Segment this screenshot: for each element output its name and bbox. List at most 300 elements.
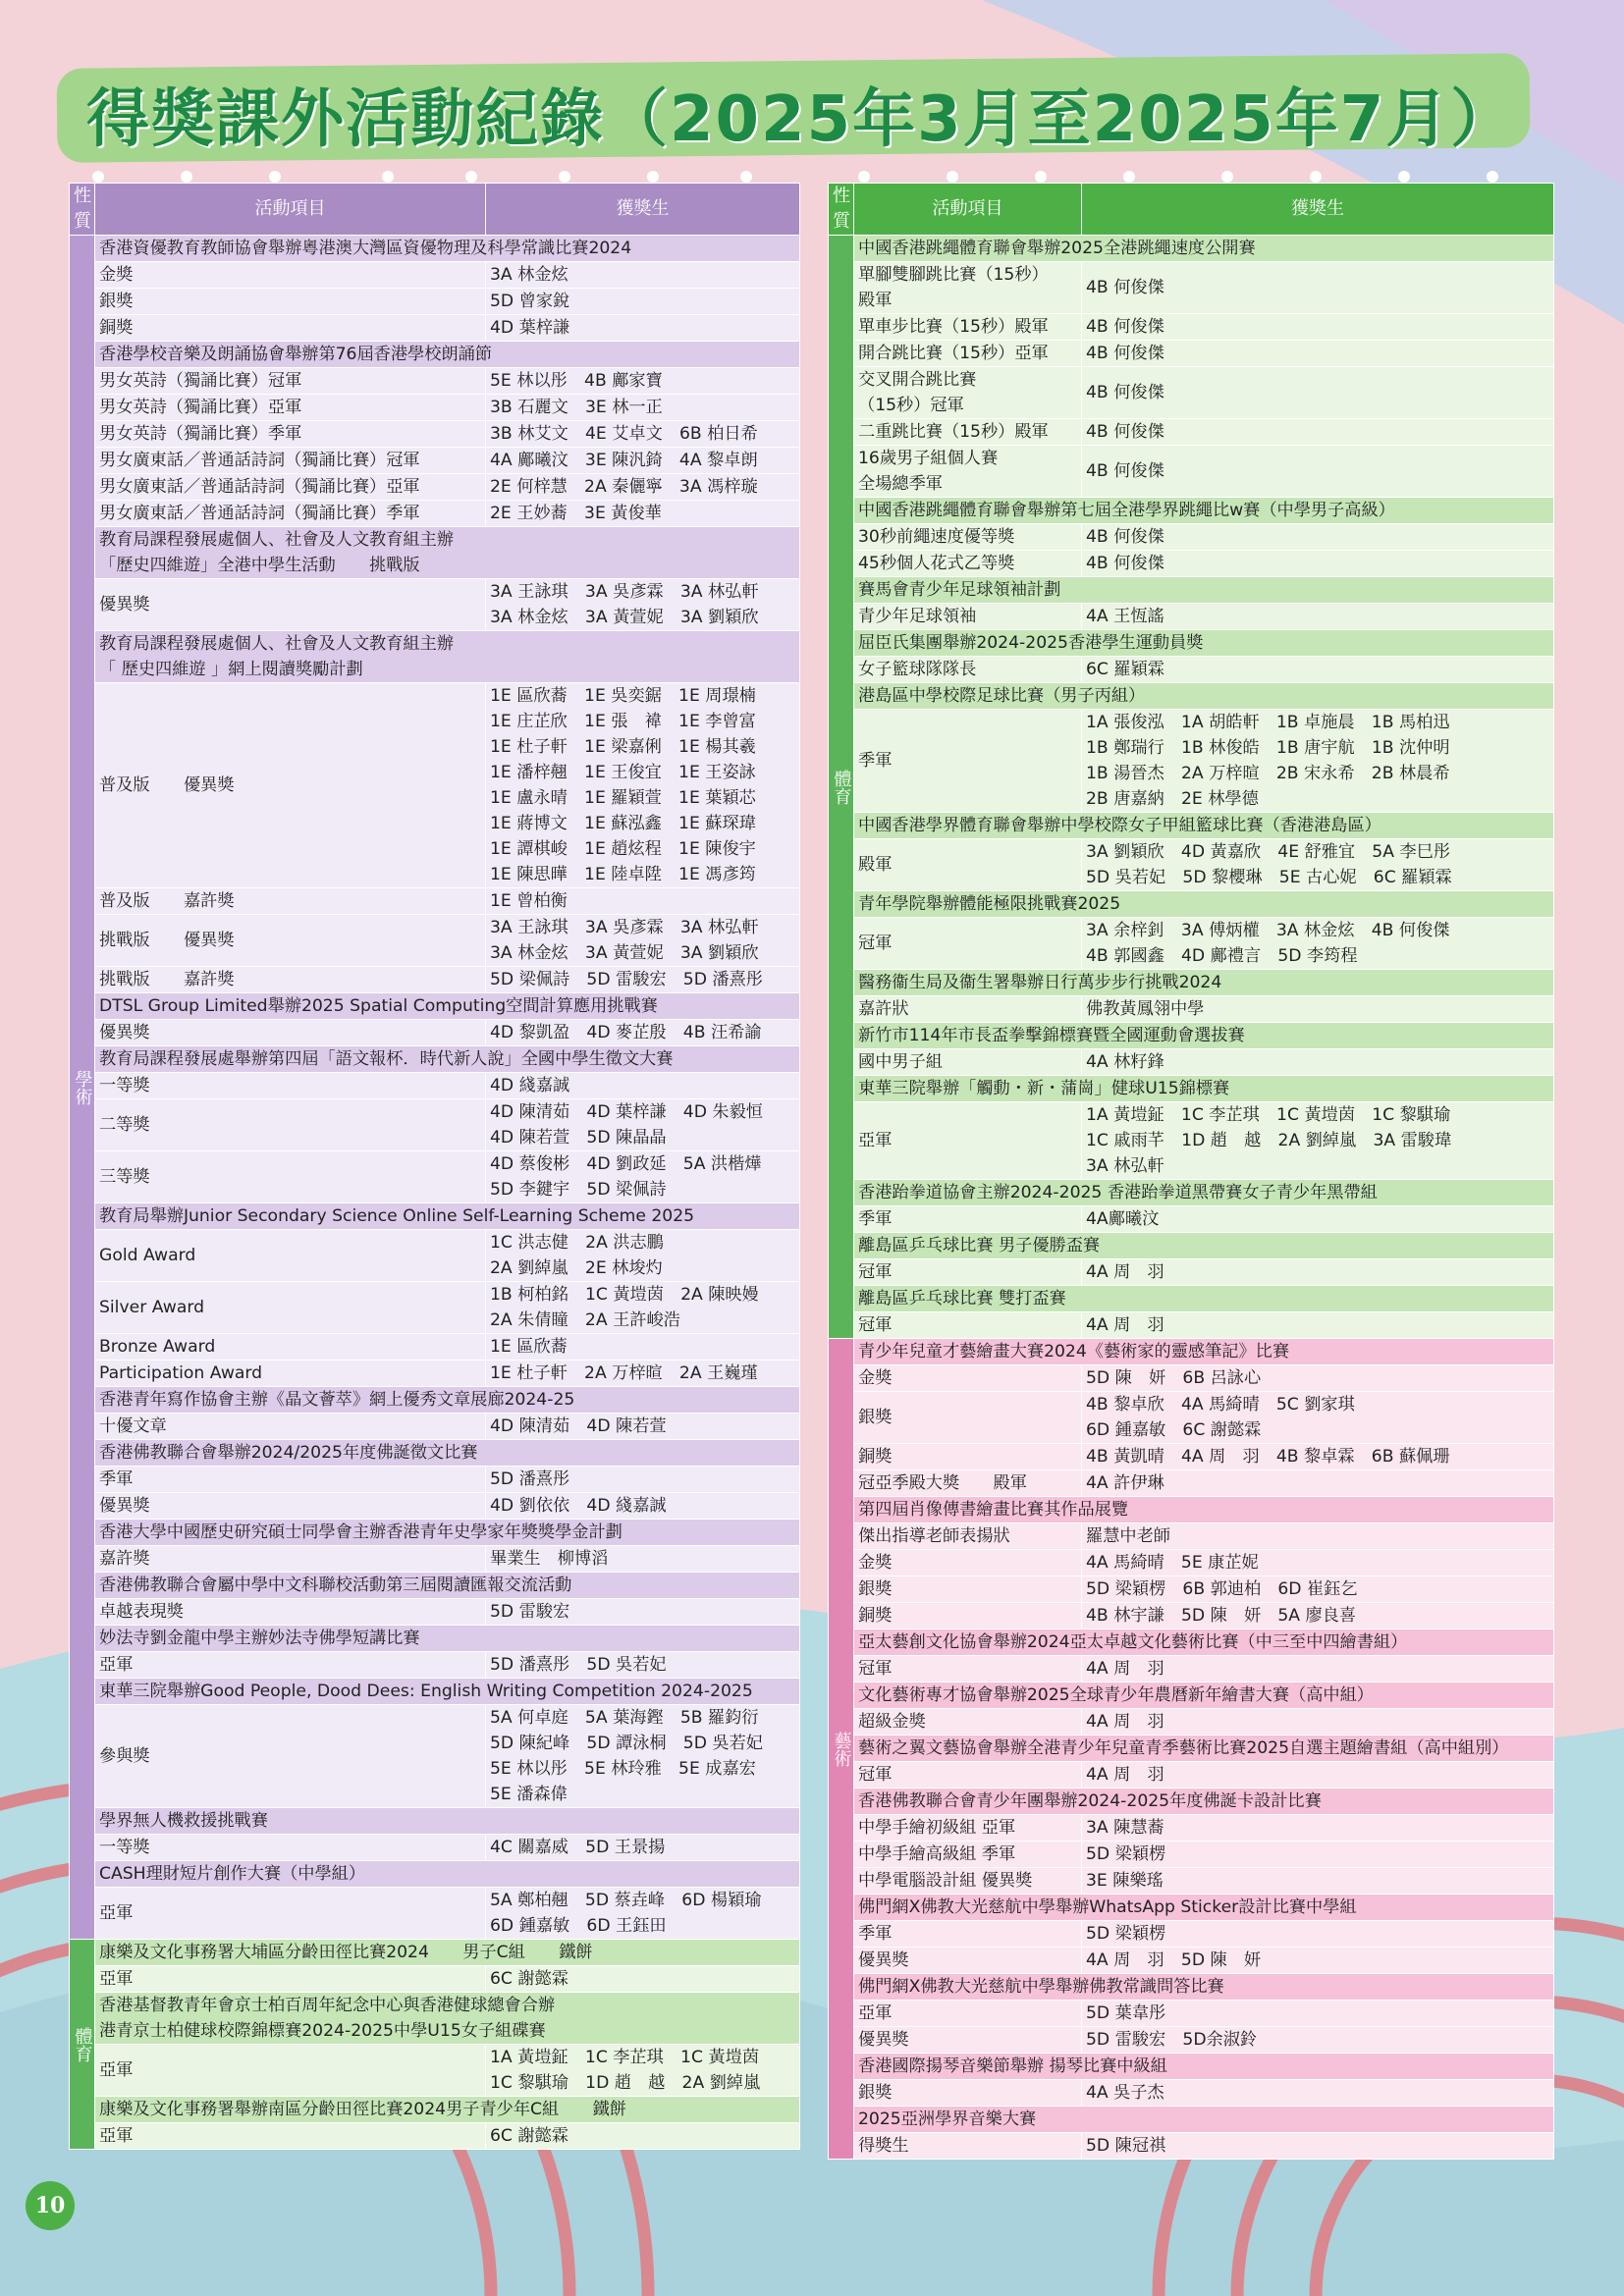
award-winners: 1E 區欣蕎 1E 吳奕鋸 1E 周璟楠 1E 庄芷欣 1E 張 褘 1E 李曾富 1E 杜子軒 1E 梁嘉俐 1E 楊其羲 1E 潘梓翹 1E 王俊宜 1E 王姿詠 1E 盧永晴 1E 羅穎萱 1E 葉穎芯 1E 蔣博文 1E 蘇泓鑫 1E 蘇琛瑋 1E 譚棋峻 1E 趙炫程 1E 陳俊宇 1E 陳思曄 1E 陸卓陞 1E 馮彥筠	[486, 683, 800, 888]
award-row	[829, 1392, 1554, 1444]
group-header-row	[829, 1339, 1554, 1365]
award-row	[829, 1550, 1554, 1576]
group-header-row	[829, 1180, 1554, 1206]
group-title: 新竹市114年市長盃拳擊錦標賽暨全國運動會選拔賽	[854, 1023, 1554, 1049]
group-title: 學界無人機救援挑戰賽	[95, 1808, 800, 1835]
award-item: 女子籃球隊隊長	[854, 657, 1082, 683]
award-row	[829, 1523, 1554, 1550]
group-header-row	[70, 1940, 800, 1966]
award-item: 一等獎	[95, 1835, 486, 1861]
header-activity: 活動項目	[95, 184, 486, 236]
award-winners: 4D 蔡俊彬 4D 劉政延 5A 洪楷燁 5D 李鍵宇 5D 梁佩詩	[486, 1151, 800, 1203]
group-title: 中國香港學界體育聯會舉辦中學校際女子甲組籃球比賽（香港港島區）	[854, 813, 1554, 839]
award-item: 銅獎	[854, 1444, 1082, 1470]
award-row	[829, 262, 1554, 314]
award-row	[829, 1656, 1554, 1682]
group-title: 中國香港跳繩體育聯會舉辦2025全港跳繩速度公開賽	[854, 236, 1554, 262]
group-title: 教育局課程發展處個人、社會及人文教育組主辦 「 歷史四維遊 」網上閱讀獎勵計劃	[95, 631, 800, 683]
group-header-row	[829, 1789, 1554, 1815]
award-item: 嘉許狀	[854, 996, 1082, 1023]
award-item: Silver Award	[95, 1282, 486, 1334]
award-winners: 4B 黎卓欣 4A 馬綺晴 5C 劉家琪 6D 鍾嘉敏 6C 謝懿霖	[1082, 1392, 1554, 1444]
group-title: 中國香港跳繩體育聯會舉辦第七屆全港學界跳繩比w賽（中學男子高級）	[854, 498, 1554, 524]
award-winners: 4B 何俊傑	[1082, 419, 1554, 446]
award-row	[70, 289, 800, 315]
award-row	[70, 448, 800, 474]
award-item: 優異獎	[854, 2027, 1082, 2054]
group-title: CASH理財短片創作大賽（中學組）	[95, 1861, 800, 1888]
award-winners: 5D 潘熹彤	[486, 1467, 800, 1493]
award-winners: 1E 區欣蕎	[486, 1334, 800, 1361]
award-winners: 4A 鄺曦汶 3E 陳汎錡 4A 黎卓朗	[486, 448, 800, 474]
group-header-row	[70, 1626, 800, 1652]
section-label: 體育	[831, 769, 852, 805]
award-row	[70, 1230, 800, 1282]
award-item: 青少年足球領袖	[854, 604, 1082, 630]
award-item: 卓越表現獎	[95, 1599, 486, 1626]
award-item: 45秒個人花式乙等獎	[854, 551, 1082, 577]
group-title: 離島區乒乓球比賽 雙打盃賽	[854, 1286, 1554, 1312]
award-winners: 4B 黃凱晴 4A 周 羽 4B 黎卓霖 6B 蘇佩珊	[1082, 1444, 1554, 1470]
award-row	[829, 446, 1554, 498]
award-item: 銅獎	[854, 1603, 1082, 1629]
award-row	[70, 1334, 800, 1361]
award-row	[70, 888, 800, 915]
award-winners: 4B 林宇謙 5D 陳 妍 5A 廖良喜	[1082, 1603, 1554, 1629]
award-row	[70, 1888, 800, 1940]
group-header-row	[829, 1682, 1554, 1709]
award-row	[829, 314, 1554, 341]
group-title: 賽馬會青少年足球領袖計劃	[854, 577, 1554, 604]
award-row	[829, 1948, 1554, 1974]
group-header-row	[829, 2107, 1554, 2133]
award-row	[829, 1049, 1554, 1076]
award-row	[70, 395, 800, 421]
award-item: 銀獎	[854, 1392, 1082, 1444]
group-header-row	[70, 1861, 800, 1888]
group-header-row	[829, 683, 1554, 710]
group-title: 香港資優教育教師協會舉辦粵港澳大灣區資優物理及科學常識比賽2024	[95, 236, 800, 262]
group-header-row	[70, 1808, 800, 1835]
group-header-row	[829, 1233, 1554, 1259]
award-item: 優異獎	[95, 1020, 486, 1046]
award-winners: 5D 梁穎楞 6B 郭迪柏 6D 崔鈺乞	[1082, 1576, 1554, 1603]
award-row	[70, 683, 800, 888]
award-winners: 4D 葉梓謙	[486, 315, 800, 342]
award-winners: 1A 張俊泓 1A 胡皓軒 1B 卓施晨 1B 馬柏迅 1B 鄭瑞行 1B 林俊皓 1B 唐宇航 1B 沈仲明 1B 湯晉杰 2A 万梓暄 2B 宋永希 2B 林晨希 2B 唐嘉納 2E 林學德	[1082, 710, 1554, 813]
group-header-row	[829, 891, 1554, 918]
award-row	[70, 474, 800, 501]
group-header-row	[829, 1974, 1554, 2001]
group-title: 香港基督教青年會京士柏百周年紀念中心與香港健球總會合辦 港青京士柏健球校際錦標賽2024-2025中學U15女子組碟賽	[95, 1993, 800, 2045]
group-header-row	[70, 1573, 800, 1599]
award-winners: 4A 馬綺晴 5E 康芷妮	[1082, 1550, 1554, 1576]
group-header-row	[829, 970, 1554, 996]
award-item: 男女英詩（獨誦比賽）冠軍	[95, 368, 486, 395]
award-row	[70, 1467, 800, 1493]
section-label: 體育	[72, 2026, 93, 2062]
group-title: 青年學院舉辦體能極限挑戰賽2025	[854, 891, 1554, 918]
award-winners: 5D 梁佩詩 5D 雷駿宏 5D 潘熹彤	[486, 967, 800, 993]
award-item: 優異獎	[854, 1948, 1082, 1974]
award-row	[70, 967, 800, 993]
award-winners: 1A 黃塏鉦 1C 李芷琪 1C 黃塏茵 1C 黎騏瑜 1C 戚雨芊 1D 趙 越 2A 劉綽嵐 3A 雷駿瑋 3A 林弘軒	[1082, 1102, 1554, 1180]
header-winner: 獲獎生	[1082, 184, 1554, 236]
award-row	[829, 524, 1554, 551]
award-row	[70, 915, 800, 967]
award-winners: 4B 何俊傑	[1082, 262, 1554, 314]
group-title: 亞太藝創文化協會舉辦2024亞太卓越文化藝術比賽（中三至中四繪書組）	[854, 1629, 1554, 1656]
group-title: 藝術之翼文藝協會舉辦全港青少年兒童青季藝術比賽2025自選主題繪書組（高中組別）	[854, 1735, 1554, 1762]
award-item: 嘉許獎	[95, 1546, 486, 1573]
award-row	[829, 551, 1554, 577]
award-winners: 4D 黎凱盈 4D 麥芷殷 4B 汪希諭	[486, 1020, 800, 1046]
award-item: 中學電腦設計組 優異獎	[854, 1868, 1082, 1895]
group-header-row	[70, 236, 800, 262]
group-title: 港島區中學校際足球比賽（男子丙組）	[854, 683, 1554, 710]
award-winners: 5D 陳冠祺	[1082, 2133, 1554, 2160]
group-header-row	[70, 1520, 800, 1546]
group-title: 香港大學中國歷史研究碩士同學會主辦香港青年史學家年獎獎學金計劃	[95, 1520, 800, 1546]
award-row	[70, 1546, 800, 1573]
award-item: 超級金獎	[854, 1709, 1082, 1735]
group-header-row	[70, 527, 800, 579]
award-winners: 1A 黃塏鉦 1C 李芷琪 1C 黃塏茵 1C 黎騏瑜 1D 趙 越 2A 劉綽嵐	[486, 2045, 800, 2097]
award-row	[70, 1652, 800, 1679]
award-item: 優異獎	[95, 1493, 486, 1520]
award-row	[70, 1099, 800, 1151]
group-title: 香港學校音樂及朗誦協會舉辦第76屆香港學校朗誦節	[95, 342, 800, 368]
group-header-row	[70, 2097, 800, 2123]
award-row	[829, 2133, 1554, 2160]
award-item: 金獎	[854, 1550, 1082, 1576]
group-header-row	[70, 1203, 800, 1230]
award-winners: 佛教黃鳳翎中學	[1082, 996, 1554, 1023]
section-label: 藝術	[831, 1731, 852, 1767]
group-header-row	[829, 236, 1554, 262]
award-item: 冠軍	[854, 1259, 1082, 1286]
award-row	[829, 1603, 1554, 1629]
award-winners: 4B 何俊傑	[1082, 446, 1554, 498]
award-winners: 4A 周 羽	[1082, 1259, 1554, 1286]
award-row	[70, 1282, 800, 1334]
award-item: 冠軍	[854, 1656, 1082, 1682]
group-header-row	[829, 1286, 1554, 1312]
award-row	[70, 262, 800, 289]
award-row	[829, 1259, 1554, 1286]
group-header-row	[70, 631, 800, 683]
group-header-row	[829, 1023, 1554, 1049]
award-row	[829, 1842, 1554, 1868]
award-winners: 1B 柯柏銘 1C 黃塏茵 2A 陳映嫚 2A 朱倩瞳 2A 王許峻浩	[486, 1282, 800, 1334]
award-item: 金獎	[854, 1365, 1082, 1392]
award-row	[70, 1020, 800, 1046]
award-item: 得獎生	[854, 2133, 1082, 2160]
award-winners: 3A 劉穎欣 4D 黃嘉欣 4E 舒雅宜 5A 李巳彤 5D 吳若妃 5D 黎櫻琳 5E 古心妮 6C 羅穎霖	[1082, 839, 1554, 891]
award-winners: 3A 王詠琪 3A 吳彥霖 3A 林弘軒 3A 林金炫 3A 黃萱妮 3A 劉穎欣	[486, 915, 800, 967]
award-winners: 4B 何俊傑	[1082, 367, 1554, 419]
award-row	[829, 1815, 1554, 1842]
award-item: 季軍	[95, 1467, 486, 1493]
group-title: 香港跆拳道協會主辦2024-2025 香港跆拳道黑帶賽女子青少年黑帶組	[854, 1180, 1554, 1206]
award-item: 冠軍	[854, 1762, 1082, 1789]
group-header-row	[70, 1046, 800, 1073]
award-item: 優異獎	[95, 579, 486, 631]
group-header-row	[829, 577, 1554, 604]
header-winner: 獲獎生	[486, 184, 800, 236]
award-item: 冠軍	[854, 918, 1082, 970]
award-item: 普及版 嘉許獎	[95, 888, 486, 915]
group-header-row	[829, 1497, 1554, 1523]
award-item: 亞軍	[95, 2123, 486, 2150]
right-column	[828, 183, 1554, 2160]
award-row	[829, 918, 1554, 970]
group-header-row	[70, 1993, 800, 2045]
group-title: 青少年兒童才藝繪畫大賽2024《藝術家的靈感筆記》比賽	[854, 1339, 1554, 1365]
award-winners: 4A 林籽鋒	[1082, 1049, 1554, 1076]
group-header-row	[70, 1387, 800, 1414]
award-item: 國中男子組	[854, 1049, 1082, 1076]
group-title: 香港佛教聯合會舉辦2024/2025年度佛誕徵文比賽	[95, 1440, 800, 1467]
group-title: DTSL Group Limited舉辦2025 Spatial Computing空間計算應用挑戰賽	[95, 993, 800, 1020]
section-label-cell	[70, 1940, 95, 2150]
award-winners: 5D 雷駿宏	[486, 1599, 800, 1626]
award-row	[829, 1470, 1554, 1497]
award-winners: 3A 王詠琪 3A 吳彥霖 3A 林弘軒 3A 林金炫 3A 黃萱妮 3A 劉穎欣	[486, 579, 800, 631]
award-winners: 4D 陳清茹 4D 葉梓謙 4D 朱毅恒 4D 陳若萱 5D 陳晶晶	[486, 1099, 800, 1151]
award-row	[829, 1868, 1554, 1895]
award-winners: 1E 曾柏衡	[486, 888, 800, 915]
left-column	[69, 183, 800, 2150]
award-item: 30秒前繩速度優等獎	[854, 524, 1082, 551]
award-row	[70, 1835, 800, 1861]
award-row	[70, 501, 800, 527]
award-winners: 4D 綫嘉誠	[486, 1073, 800, 1099]
award-winners: 2E 何梓慧 2A 秦儷寧 3A 馮梓璇	[486, 474, 800, 501]
award-item: 男女廣東話／普通話詩詞（獨誦比賽）季軍	[95, 501, 486, 527]
award-item: 男女英詩（獨誦比賽）亞軍	[95, 395, 486, 421]
group-header-row	[829, 1629, 1554, 1656]
award-item: 亞軍	[95, 2045, 486, 2097]
page-number: 10	[26, 2181, 75, 2230]
award-winners: 5A 何卓庭 5A 葉海鏗 5B 羅鈞衍 5D 陳紀峰 5D 譚泳桐 5D 吳若妃 5E 林以彤 5E 林玲雅 5E 成嘉宏 5E 潘森偉	[486, 1705, 800, 1808]
award-winners: 4A 吳子杰	[1082, 2080, 1554, 2107]
award-item: 交叉開合跳比賽 （15秒）冠軍	[854, 367, 1082, 419]
award-winners: 4A鄺曦汶	[1082, 1206, 1554, 1233]
award-item: 普及版 優異獎	[95, 683, 486, 888]
award-item: 三等獎	[95, 1151, 486, 1203]
award-item: Bronze Award	[95, 1334, 486, 1361]
group-title: 康樂及文化事務署舉辦南區分齡田徑比賽2024男子青少年C組 鐵餅	[95, 2097, 800, 2123]
group-header-row	[829, 2054, 1554, 2080]
award-row	[829, 1921, 1554, 1948]
award-row	[70, 315, 800, 342]
award-winners: 5D 梁穎楞	[1082, 1921, 1554, 1948]
award-winners: 畢業生 柳博滔	[486, 1546, 800, 1573]
group-title: 香港國際揚琴音樂節舉辦 揚琴比賽中級組	[854, 2054, 1554, 2080]
award-winners: 5D 曾家銳	[486, 289, 800, 315]
awards-table-right	[828, 183, 1554, 2160]
award-row	[70, 2123, 800, 2150]
award-row	[70, 368, 800, 395]
award-item: 16歲男子組個人賽 全場總季軍	[854, 446, 1082, 498]
award-item: 男女廣東話／普通話詩詞（獨誦比賽）冠軍	[95, 448, 486, 474]
award-item: 亞軍	[854, 1102, 1082, 1180]
group-title: 佛門網X佛教大光慈航中學舉辦WhatsApp Sticker設計比賽中學組	[854, 1895, 1554, 1921]
section-label-cell	[829, 236, 854, 1339]
group-title: 屈臣氏集團舉辦2024-2025香港學生運動員獎	[854, 630, 1554, 657]
award-row	[829, 1762, 1554, 1789]
award-item: 季軍	[854, 1921, 1082, 1948]
group-header-row	[70, 342, 800, 368]
award-item: 十優文章	[95, 1414, 486, 1440]
award-winners: 5D 雷駿宏 5D余淑鈴	[1082, 2027, 1554, 2054]
award-winners: 4C 關嘉威 5D 王景揚	[486, 1835, 800, 1861]
award-row	[70, 421, 800, 448]
award-item: 銀獎	[854, 2080, 1082, 2107]
group-header-row	[829, 498, 1554, 524]
award-row	[829, 839, 1554, 891]
section-label-cell	[70, 236, 95, 1940]
award-row	[829, 1709, 1554, 1735]
award-winners: 羅慧中老師	[1082, 1523, 1554, 1550]
group-title: 東華三院舉辦「觸動・新・蒲崗」健球U15錦標賽	[854, 1076, 1554, 1102]
award-winners: 3E 陳樂瑤	[1082, 1868, 1554, 1895]
award-item: Participation Award	[95, 1361, 486, 1387]
group-title: 教育局課程發展處個人、社會及人文教育組主辦 「歷史四維遊」全港中學生活動 挑戰版	[95, 527, 800, 579]
award-winners: 4D 陳清茹 4D 陳若萱	[486, 1414, 800, 1440]
award-item: 金獎	[95, 262, 486, 289]
header-section: 性質	[70, 184, 95, 236]
award-row	[829, 710, 1554, 813]
award-item: 亞軍	[854, 2001, 1082, 2027]
award-item: 單車步比賽（15秒）殿軍	[854, 314, 1082, 341]
award-item: 殿軍	[854, 839, 1082, 891]
award-item: 男女廣東話／普通話詩詞（獨誦比賽）亞軍	[95, 474, 486, 501]
award-winners: 5D 潘熹彤 5D 吳若妃	[486, 1652, 800, 1679]
group-header-row	[829, 1895, 1554, 1921]
group-title: 醫務衞生局及衞生署舉辦日行萬步步行挑戰2024	[854, 970, 1554, 996]
group-title: 離島區乒乓球比賽 男子優勝盃賽	[854, 1233, 1554, 1259]
award-row	[829, 1365, 1554, 1392]
award-winners: 4A 周 羽	[1082, 1312, 1554, 1339]
award-row	[70, 1073, 800, 1099]
awards-table-left	[69, 183, 800, 2150]
section-label-cell	[829, 1339, 854, 2160]
group-title: 香港青年寫作協會主辦《晶文薈萃》網上優秀文章展廊2024-25	[95, 1387, 800, 1414]
award-winners: 4A 周 羽	[1082, 1709, 1554, 1735]
award-row	[829, 1576, 1554, 1603]
award-item: 亞軍	[95, 1652, 486, 1679]
award-item: 亞軍	[95, 1966, 486, 1993]
award-winners: 4B 何俊傑	[1082, 524, 1554, 551]
title-banner	[57, 51, 1530, 159]
section-label: 學術	[72, 1069, 93, 1105]
group-title: 教育局舉辦Junior Secondary Science Online Self-Learning Scheme 2025	[95, 1203, 800, 1230]
award-row	[829, 604, 1554, 630]
award-item: 銀獎	[854, 1576, 1082, 1603]
award-winners: 5A 鄭柏翹 5D 蔡垚峰 6D 楊穎瑜 6D 鍾嘉敏 6D 王鈺田	[486, 1888, 800, 1940]
award-item: 傑出指導老師表揚狀	[854, 1523, 1082, 1550]
award-winners: 6C 謝懿霖	[486, 1966, 800, 1993]
award-item: 銅獎	[95, 315, 486, 342]
group-title: 2025亞洲學界音樂大賽	[854, 2107, 1554, 2133]
award-winners: 3B 林艾文 4E 艾卓文 6B 柏日希	[486, 421, 800, 448]
award-item: 銀獎	[95, 289, 486, 315]
group-title: 妙法寺劉金龍中學主辦妙法寺佛學短講比賽	[95, 1626, 800, 1652]
header-section: 性質	[829, 184, 854, 236]
award-item: 亞軍	[95, 1888, 486, 1940]
award-item: 男女英詩（獨誦比賽）季軍	[95, 421, 486, 448]
award-item: 二等獎	[95, 1099, 486, 1151]
award-item: 冠軍	[854, 1312, 1082, 1339]
award-row	[829, 1206, 1554, 1233]
award-row	[829, 1444, 1554, 1470]
group-header-row	[70, 1440, 800, 1467]
award-row	[70, 1493, 800, 1520]
award-winners: 4A 王恆謠	[1082, 604, 1554, 630]
award-row	[829, 996, 1554, 1023]
award-winners: 5D 葉韋彤	[1082, 2001, 1554, 2027]
award-item: Gold Award	[95, 1230, 486, 1282]
group-title: 東華三院舉辦Good People, Dood Dees: English Writing Competition 2024-2025	[95, 1679, 800, 1705]
page-title: 得獎課外活動紀錄（2025年3月至2025年7月）	[86, 83, 1516, 156]
award-winners: 4B 何俊傑	[1082, 314, 1554, 341]
award-winners: 2E 王妙蕎 3E 黃俊華	[486, 501, 800, 527]
award-winners: 6C 羅穎霖	[1082, 657, 1554, 683]
award-winners: 5E 林以彤 4B 鄺家寶	[486, 368, 800, 395]
award-item: 二重跳比賽（15秒）殿軍	[854, 419, 1082, 446]
group-title: 香港佛教聯合會屬中學中文科聯校活動第三屆閱讀匯報交流活動	[95, 1573, 800, 1599]
award-row	[829, 2001, 1554, 2027]
award-item: 單腳雙腳跳比賽（15秒） 殿軍	[854, 262, 1082, 314]
award-row	[70, 1705, 800, 1808]
header-activity: 活動項目	[854, 184, 1082, 236]
award-row	[70, 579, 800, 631]
award-row	[70, 1151, 800, 1203]
award-item: 挑戰版 優異獎	[95, 915, 486, 967]
award-item: 中學手繪高級組 季軍	[854, 1842, 1082, 1868]
award-winners: 4B 何俊傑	[1082, 341, 1554, 367]
award-row	[70, 1361, 800, 1387]
group-title: 香港佛教聯合會青少年團舉辦2024-2025年度佛誕卡設計比賽	[854, 1789, 1554, 1815]
group-header-row	[70, 993, 800, 1020]
group-header-row	[829, 813, 1554, 839]
group-header-row	[70, 1679, 800, 1705]
award-winners: 4A 周 羽	[1082, 1762, 1554, 1789]
award-winners: 4D 劉依依 4D 綫嘉誠	[486, 1493, 800, 1520]
award-winners: 1C 洪志健 2A 洪志鵬 2A 劉綽嵐 2E 林埈灼	[486, 1230, 800, 1282]
award-winners: 1E 杜子軒 2A 万梓暄 2A 王巍瑾	[486, 1361, 800, 1387]
award-winners: 5D 陳 妍 6B 呂詠心	[1082, 1365, 1554, 1392]
award-winners: 4B 何俊傑	[1082, 551, 1554, 577]
award-item: 季軍	[854, 1206, 1082, 1233]
group-title: 第四屆肖像傳書繪畫比賽其作品展覽	[854, 1497, 1554, 1523]
award-item: 挑戰版 嘉許獎	[95, 967, 486, 993]
award-item: 冠亞季殿大獎 殿軍	[854, 1470, 1082, 1497]
award-row	[829, 367, 1554, 419]
group-header-row	[829, 1735, 1554, 1762]
award-winners: 3A 余梓釗 3A 傅炳權 3A 林金炫 4B 何俊傑 4B 郭國鑫 4D 鄺禮言 5D 李筠程	[1082, 918, 1554, 970]
award-item: 中學手繪初級組 亞軍	[854, 1815, 1082, 1842]
group-header-row	[829, 630, 1554, 657]
award-row	[829, 2027, 1554, 2054]
award-item: 參與獎	[95, 1705, 486, 1808]
award-row	[829, 1102, 1554, 1180]
award-item: 季軍	[854, 710, 1082, 813]
group-title: 佛門網X佛教大光慈航中學舉辦佛教常識問答比賽	[854, 1974, 1554, 2001]
group-header-row	[829, 1076, 1554, 1102]
